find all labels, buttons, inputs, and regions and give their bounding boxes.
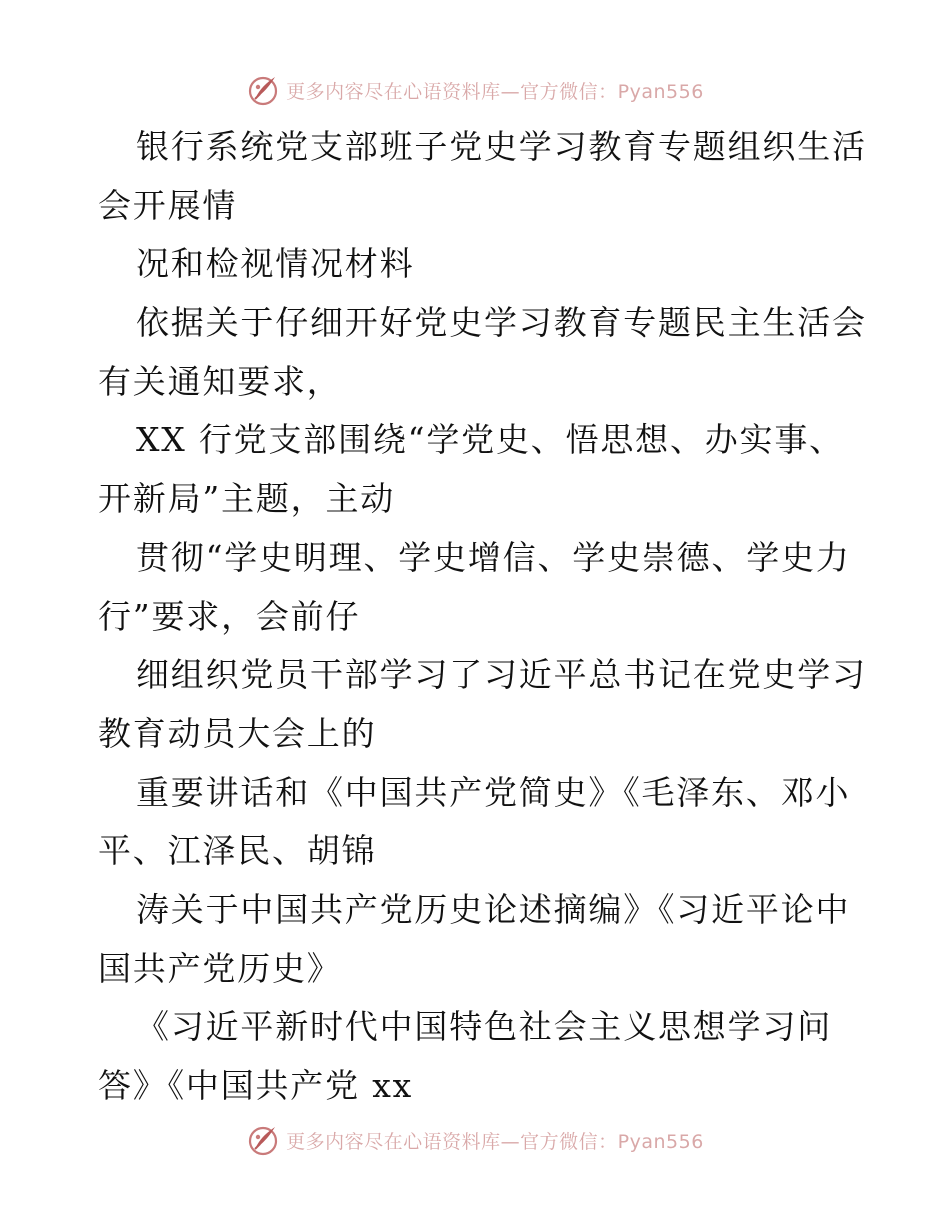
quill-circle-logo-icon	[246, 1123, 280, 1157]
text-line: XX 行党支部围绕“学党史、悟思想、办实事、	[136, 420, 844, 460]
watermark-text: 更多内容尽在心语资料库—官方微信：Pyan556	[286, 80, 704, 103]
text-line: 银行系统党支部班子党史学习教育专题组织生活	[136, 127, 867, 166]
watermark-text: 更多内容尽在心语资料库—官方微信：Pyan556	[286, 1130, 704, 1153]
text-line: 开新局”主题，主动	[98, 479, 396, 519]
document-body	[98, 118, 867, 1116]
text-line: 会开展情	[98, 185, 238, 225]
text-line: 细组织党员干部学习了习近平总书记在党史学习	[136, 655, 867, 695]
text-line: 平、江泽民、胡锦	[98, 831, 377, 871]
text-line: 重要讲话和《中国共产党简史》《毛泽东、邓小	[136, 772, 851, 812]
text-line: 依据关于仔细开好党史学习教育专题民主生活会	[136, 303, 867, 343]
text-line: 贯彻“学史明理、学史增信、学史崇德、学史力	[136, 537, 851, 577]
text-line: 况和检视情况材料	[136, 244, 415, 284]
text-line: 涛关于中国共产党历史论述摘编》《习近平论中	[136, 889, 851, 929]
text-line: 有关通知要求，	[98, 361, 342, 401]
text-line: 答》《中国共产党 xx	[98, 1066, 414, 1105]
footer-watermark	[0, 1120, 950, 1160]
text-line: 《习近平新时代中国特色社会主义思想学习问	[136, 1007, 832, 1047]
text-line: 教育动员大会上的	[98, 713, 377, 753]
quill-circle-logo-icon	[246, 73, 280, 107]
text-line: 行”要求，会前仔	[98, 596, 361, 636]
header-watermark	[0, 70, 950, 110]
text-line: 国共产党历史》	[98, 948, 342, 988]
